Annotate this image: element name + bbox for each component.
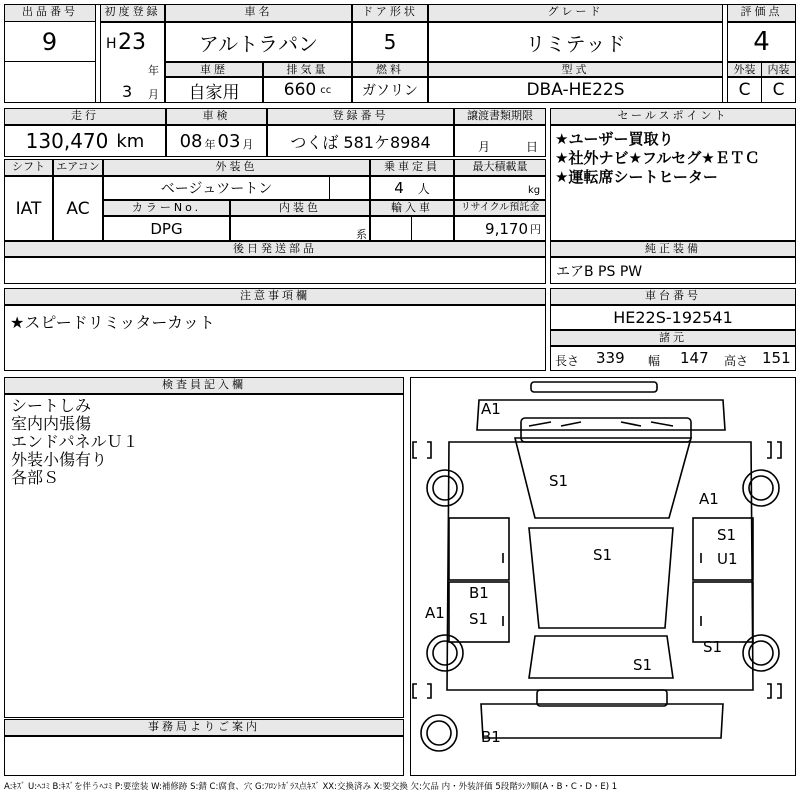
lot-no-label: 出品番号	[4, 4, 96, 22]
int-color-cell	[230, 216, 370, 241]
sales-item: ★ユーザー買取り	[555, 130, 674, 148]
fuel: ガソリン	[352, 77, 428, 103]
ac: AC	[53, 176, 103, 241]
mark-u1-right: U1	[717, 550, 738, 568]
mark-b1-left: B1	[469, 584, 489, 602]
mark-b1-bumper: B1	[481, 728, 501, 746]
mark-s1-left: S1	[469, 610, 489, 628]
inspector-label: 検査員記入欄	[4, 377, 404, 394]
person-unit: 人	[417, 181, 430, 196]
height: 151	[762, 349, 791, 367]
later-parts-label: 後日発送部品	[4, 241, 546, 257]
score: 4	[727, 22, 796, 62]
recycle: 9,170	[485, 219, 528, 238]
grade: リミテッド	[428, 22, 723, 62]
notes-label: 注意事項欄	[4, 288, 546, 305]
fuel-label: 燃料	[352, 62, 428, 77]
history: 自家用	[165, 77, 263, 103]
import-label: 輸入車	[370, 200, 454, 216]
sales-item: ★社外ナビ★フルセグ★ＥＴＣ	[555, 149, 760, 167]
length: 339	[596, 349, 625, 367]
int-color-label: 内装色	[230, 200, 370, 216]
insp-year: 08	[179, 130, 203, 152]
reg-year: 23	[118, 30, 146, 55]
car-name: アルトラパン	[165, 22, 352, 62]
height-label: 高さ	[724, 354, 749, 368]
shift-label: シフト	[4, 159, 53, 176]
cc-unit: cc	[320, 84, 332, 96]
width-label: 幅	[648, 354, 661, 368]
color: ベージュツートン	[103, 176, 330, 200]
transfer-month: 月	[478, 140, 491, 154]
yen-unit: 円	[530, 222, 541, 236]
kei-unit: 系	[356, 228, 367, 241]
office-cell	[4, 736, 404, 776]
genuine-value: エアB PS PW	[556, 264, 643, 280]
int-label: 内装	[761, 62, 796, 77]
import-cell-a	[370, 216, 412, 241]
inspector-item: 室内内張傷	[11, 414, 92, 433]
grade-label: グレード	[428, 4, 723, 22]
car-outline-icon	[411, 378, 795, 775]
mark-s1-rear: S1	[633, 656, 653, 674]
displacement: 660	[283, 80, 317, 100]
mark-a1-front: A1	[481, 400, 501, 418]
recycle-cell	[454, 216, 546, 241]
score-label: 評価点	[727, 4, 796, 22]
history-label: 車歴	[165, 62, 263, 77]
lot-empty	[4, 61, 96, 103]
displacement-cell	[263, 77, 352, 103]
color-label: 外装色	[103, 159, 370, 176]
load-label: 最大積載量	[454, 159, 546, 176]
km-unit: km	[116, 130, 145, 152]
inspector-item: シートしみ	[11, 396, 92, 415]
kg-unit: kg	[528, 185, 541, 196]
color-no-label: カラーNo.	[103, 200, 230, 216]
transfer-day: 日	[526, 140, 539, 154]
import-cell-b	[411, 216, 454, 241]
capacity-label: 乗車定員	[370, 159, 454, 176]
mark-a1-right: A1	[699, 490, 719, 508]
inspection-cell	[166, 125, 267, 157]
dims-label: 諸元	[550, 330, 796, 346]
displacement-label: 排気量	[263, 62, 352, 77]
insp-month: 03	[217, 130, 241, 152]
inspection-label: 車検	[166, 108, 267, 125]
genuine-label: 純正装備	[550, 241, 796, 257]
plate-label: 登録番号	[267, 108, 454, 125]
chassis: HE22S-192541	[550, 305, 796, 330]
ext-score: C	[727, 77, 762, 103]
recycle-label: リサイクル預託金	[454, 200, 546, 216]
era: H	[106, 36, 117, 52]
office-label: 事務局よりご案内	[4, 719, 404, 736]
lot-no: 9	[4, 22, 96, 62]
inspector-item: エンドパネルＵ１	[11, 432, 139, 451]
mark-s1-rear-right: S1	[703, 638, 723, 656]
int-score: C	[761, 77, 796, 103]
color-no: DPG	[103, 216, 230, 241]
model-label: 型式	[428, 62, 723, 77]
sales-item: ★運転席シートヒーター	[555, 168, 718, 186]
mileage-label: 走行	[4, 108, 166, 125]
shift: IAT	[4, 176, 53, 241]
sales-list	[550, 125, 796, 241]
capacity-cell	[370, 176, 454, 200]
door-label: ドア形状	[352, 4, 428, 22]
model: DBA-HE22S	[428, 77, 723, 103]
chassis-label: 車台番号	[550, 288, 796, 305]
mark-s1-right: S1	[717, 526, 737, 544]
later-parts-cell	[4, 257, 546, 284]
mileage-cell	[4, 125, 166, 157]
sales-label: セールスポイント	[550, 108, 796, 125]
length-label: 長さ	[555, 354, 580, 368]
transfer-label: 譲渡書類期限	[454, 108, 546, 125]
legend: A:ｷｽﾞ U:ﾍｺﾐ B:ｷｽﾞを伴うﾍｺﾐ P:要塗装 W:補修跡 S:錆 C:腐食、穴 G:ﾌﾛﾝﾄｶﾞﾗｽ点ｷｽﾞ XX:交換済み X:要交換 欠:欠品 内・外装評価 5段階ﾗﾝｸ順(A・B・C・D・E) 1	[4, 782, 618, 792]
ext-label: 外装	[727, 62, 762, 77]
first-reg-label: 初度登録	[100, 4, 165, 22]
car-diagram	[410, 377, 796, 776]
width: 147	[680, 349, 709, 367]
door: 5	[352, 22, 428, 62]
inspector-item: 各部Ｓ	[11, 468, 60, 487]
capacity: 4	[394, 179, 404, 197]
reg-month: 3	[122, 82, 133, 101]
inspector-list	[4, 394, 404, 718]
insp-year-unit: 年	[204, 138, 216, 151]
color-spare	[329, 176, 370, 200]
mark-s1-roof: S1	[593, 546, 613, 564]
mark-s1-hood: S1	[549, 472, 569, 490]
dims-cell	[550, 346, 796, 371]
car-name-label: 車名	[165, 4, 352, 22]
mileage: 130,470	[25, 129, 109, 153]
ac-label: エアコン	[53, 159, 103, 176]
plate: つくば 581ケ8984	[267, 125, 454, 157]
year-unit: 年	[148, 64, 159, 77]
mark-a1-left: A1	[425, 604, 445, 622]
inspector-item: 外装小傷有り	[11, 450, 108, 469]
insp-month-unit: 月	[242, 138, 254, 151]
month-unit: 月	[148, 88, 159, 101]
notes-value: ★スピードリミッターカット	[10, 313, 215, 332]
